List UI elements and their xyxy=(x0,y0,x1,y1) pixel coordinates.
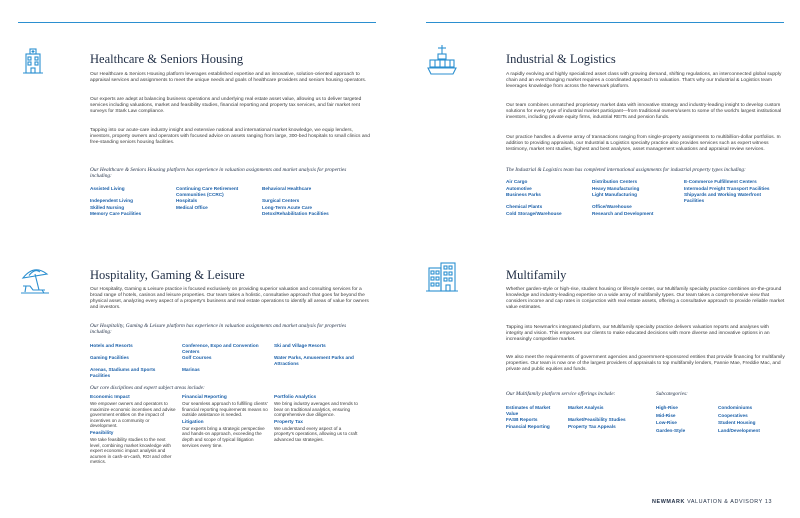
industrial-paragraph-2: Our team combines unmatched proprietary market data with innovative strategy and industry-leading insight to develop custom solutions for every type of industrial market participant—from traditional owners/users to some of the world's largest institutional investors, including private equity firms, industrial REITs and pension funds. xyxy=(506,103,782,121)
service-link[interactable]: Market Analysis xyxy=(568,405,604,410)
industrial-paragraph-1: A rapidly evolving and highly specialized asset class with growing demand, shifting regulations, an interconnected global supply chain and an everchanging market requires a coordinated approach to valuation. That's why our Industrial & Logistics team leverages knowledge from across the Newmark platform. xyxy=(506,72,782,90)
section-title-hospitality: Hospitality, Gaming & Leisure xyxy=(90,268,245,282)
property-link[interactable]: Heavy Manufacturing xyxy=(592,185,640,191)
healthcare-paragraph-1: Our Healthcare & Seniors Housing platform leverages established expertise and an innovative, solution-oriented approach to appraisal services and assignments to meet the unique needs and goals of healthcare providers and seniors housing operators. xyxy=(90,72,367,84)
disciplines-column xyxy=(182,395,268,467)
multifamily-paragraph-2: Tapping into Newmark's integrated platform, our Multifamily specialty practice delivers valuation reports and analyses with integrity and vision. This empowers our clients to make educated decisions with more diverse and innovative options in an increasingly competitive market. xyxy=(506,325,770,343)
service-link[interactable]: Property Tax Appeals xyxy=(568,423,616,429)
footer-brand: NEWMARK xyxy=(652,499,685,505)
top-divider-line xyxy=(426,22,784,23)
property-link[interactable]: Research and Development xyxy=(592,210,654,216)
property-link[interactable]: Chemical Plants xyxy=(506,204,543,209)
property-link[interactable]: Assisted Living xyxy=(90,186,125,191)
property-link[interactable]: E-Commerce Fulfillment Centers xyxy=(684,179,757,184)
subcategory-link[interactable]: Condominiums xyxy=(718,405,753,410)
industrial-paragraph-3: Our practice handles a diverse array of transactions ranging from single-property assignments to multibillion-dollar portfolios. In addition to providing appraisals, our Industrial & Logistics specialty practice also provides services such as expert witness testimony, market rent studies, highest and best analyses, asset management valuations and appraisal review services. xyxy=(506,135,781,153)
discipline-title[interactable]: Financial Reporting xyxy=(182,395,227,400)
service-link[interactable]: Market/Feasibility Studies xyxy=(568,417,626,422)
hospitality-disciplines-intro: Our core disciplines and expert subject areas include: xyxy=(90,385,205,391)
property-link[interactable]: Surgical Centers xyxy=(262,198,300,203)
property-link[interactable]: Detox/Rehabilitation Facilities xyxy=(262,211,329,216)
discipline-title[interactable]: Litigation xyxy=(182,419,204,425)
property-link[interactable]: Continuing Care Retirement Communities (CCRC) xyxy=(176,186,239,197)
section-title-multifamily: Multifamily xyxy=(506,268,567,282)
hospitality-disciplines-grid xyxy=(90,395,360,467)
healthcare-paragraph-2: Our experts are adept at balancing business operations and underlying real estate asset value, allowing us to deliver targeted services including valuations, market and feasibility studies, financial reporting and property tax services, and fair market rent surveys for Stark Law compliance. xyxy=(90,97,362,115)
discipline-title[interactable]: Property Tax xyxy=(274,419,303,425)
section-title-industrial: Industrial & Logistics xyxy=(506,52,616,66)
hospital-building-icon xyxy=(22,48,44,74)
disciplines-column xyxy=(90,395,176,467)
top-divider-line xyxy=(18,22,376,23)
property-link[interactable]: Hotels and Resorts xyxy=(90,343,133,348)
industrial-properties-list xyxy=(506,179,770,216)
warehouse-crane-icon xyxy=(426,44,458,76)
property-link[interactable]: Memory Care Facilities xyxy=(90,211,142,216)
property-link[interactable]: Ski and Village Resorts xyxy=(274,343,326,348)
property-link[interactable]: Office/Warehouse xyxy=(592,204,632,209)
property-link[interactable]: Long-Term Acute Care xyxy=(262,204,313,210)
property-link[interactable]: Golf Courses xyxy=(182,355,212,360)
property-link[interactable]: Gaming Facilities xyxy=(90,355,129,360)
page-footer xyxy=(652,499,772,505)
apartment-building-icon xyxy=(426,262,458,292)
healthcare-properties-intro: Our Healthcare & Seniors Housing platform has experience in valuation assignments and market analysis for properties including: xyxy=(90,167,347,180)
subcategory-link[interactable]: Low-Rise xyxy=(656,420,677,425)
discipline-title[interactable]: Economic Impact xyxy=(90,395,130,400)
subcategory-link[interactable]: Garden-Style xyxy=(656,427,686,433)
healthcare-paragraph-3: Tapping into our acute-care industry insight and extensive national and international market knowledge, we equip lenders, investors, property owners and operators with focused advice on assets ranging from large, 300-bed hospitals to small clinics and free-standing seniors housing facilities. xyxy=(90,128,370,146)
beach-umbrella-icon xyxy=(20,266,50,294)
property-link[interactable]: Marinas xyxy=(182,367,200,372)
subcategory-link[interactable]: High-Rise xyxy=(656,405,678,410)
multifamily-subcategories-list xyxy=(656,405,788,433)
discipline-description: We take feasibility studies to the next level, combining market knowledge with expert economic impact analysis and acumen in cash-on-cash, ROI and other metrics. xyxy=(90,436,172,465)
discipline-description: We empower owners and operators to maximize economic incentives and advise government entities on the impact of incentives on a community or development. xyxy=(90,401,176,429)
discipline-title[interactable]: Portfolio Analytics xyxy=(274,395,317,400)
multifamily-services-intro: Our Multifamily platform service offerings include: xyxy=(506,391,616,397)
disciplines-column xyxy=(274,395,360,467)
property-link[interactable]: Behavioral Healthcare xyxy=(262,186,312,191)
property-link[interactable]: Hospitals xyxy=(176,198,198,203)
healthcare-properties-list xyxy=(90,186,352,217)
property-link[interactable]: Automotive xyxy=(506,185,532,191)
property-link[interactable]: Shipyards and Working Waterfront Facilities xyxy=(684,192,762,203)
multifamily-subcategories-intro: Subcategories: xyxy=(656,391,688,397)
property-link[interactable]: Water Parks, Amusement Parks and Attractions xyxy=(274,355,354,366)
subcategory-link[interactable]: Mid-Rise xyxy=(656,412,676,418)
discipline-description: We understand every aspect of a property's operations, allowing us to craft advanced tax strategies. xyxy=(274,425,358,442)
discipline-description: Our experts bring a strategic perspective and hands-on approach, exceeding the depth and scope of typical litigation services every time. xyxy=(182,425,265,448)
right-page xyxy=(400,0,800,518)
property-link[interactable]: Light Manufacturing xyxy=(592,192,638,197)
discipline-description: We bring industry averages and trends to bear on traditional analytics, ensuring comprehensive due diligence. xyxy=(274,401,358,418)
hospitality-properties-intro: Our Hospitality, Gaming & Leisure platform has experience in valuation assignments and market analysis for properties including: xyxy=(90,323,347,336)
service-link[interactable]: Financial Reporting xyxy=(506,423,550,429)
multifamily-paragraph-1: Whether garden-style or high-rise, student housing or lifestyle center, our Multifamily specialty practice combines on-the-ground knowledge and industry-leading expertise on a wide array of multifamily types. Our team takes a comprehensive view that considers income and cap rates in conjunction with real estate assets, offering a consultative approach to provide reliable market value estimates. xyxy=(506,287,785,311)
footer-label: VALUATION & ADVISORY xyxy=(687,499,763,505)
industrial-properties-intro: The Industrial & Logistics team has completed international assignments for industrial property types including: xyxy=(506,167,746,173)
multifamily-paragraph-3: We also meet the requirements of government agencies and government-sponsored entities that provide financing for multifamily properties. Our team is now one of the largest providers of appraisals to top multifamily lenders, Fannie Mae, Freddie Mac, and private and public equities and funds. xyxy=(506,355,785,373)
property-link[interactable]: Conference, Expo and Convention Centers xyxy=(182,343,259,354)
discipline-title[interactable]: Feasibility xyxy=(90,430,114,436)
service-link[interactable]: Estimates of Market Value xyxy=(506,405,551,416)
property-link[interactable]: Independent Living xyxy=(90,198,133,203)
service-link[interactable]: FASB Reports xyxy=(506,417,538,422)
property-link[interactable]: Arenas, Stadiums and Sports Facilities xyxy=(90,367,156,378)
property-link[interactable]: Intermodal Freight Transport Facilities xyxy=(684,185,770,191)
section-title-healthcare: Healthcare & Seniors Housing xyxy=(90,52,244,66)
hospitality-paragraph-1: Our Hospitality, Gaming & Leisure practice is focused exclusively on providing superior valuation and consulting services for a broad range of hotels, casinos and leisure properties. Our team takes a holistic, consultative approach that goes far beyond the physical asset, analyzing every aspect of a property's business and real estate operations to identify all areas of value for owners and investors. xyxy=(90,287,369,311)
hospitality-properties-list xyxy=(90,343,360,378)
subcategory-link[interactable]: Cooperatives xyxy=(718,412,748,418)
property-link[interactable]: Air Cargo xyxy=(506,179,528,184)
property-link[interactable]: Medical Office xyxy=(176,204,208,210)
multifamily-services-list xyxy=(506,405,648,429)
property-link[interactable]: Cold Storage/Warehouse xyxy=(506,210,562,216)
property-link[interactable]: Skilled Nursing xyxy=(90,204,125,210)
subcategory-link[interactable]: Student Housing xyxy=(718,420,756,425)
subcategory-link[interactable]: Land/Development xyxy=(718,427,760,433)
footer-page-number: 13 xyxy=(764,499,773,505)
property-link[interactable]: Business Parks xyxy=(506,192,541,197)
discipline-description: Our seamless approach to fulfilling clients' financial reporting requirements means no outside assistance is needed. xyxy=(182,401,268,418)
property-link[interactable]: Distribution Centers xyxy=(592,179,638,184)
